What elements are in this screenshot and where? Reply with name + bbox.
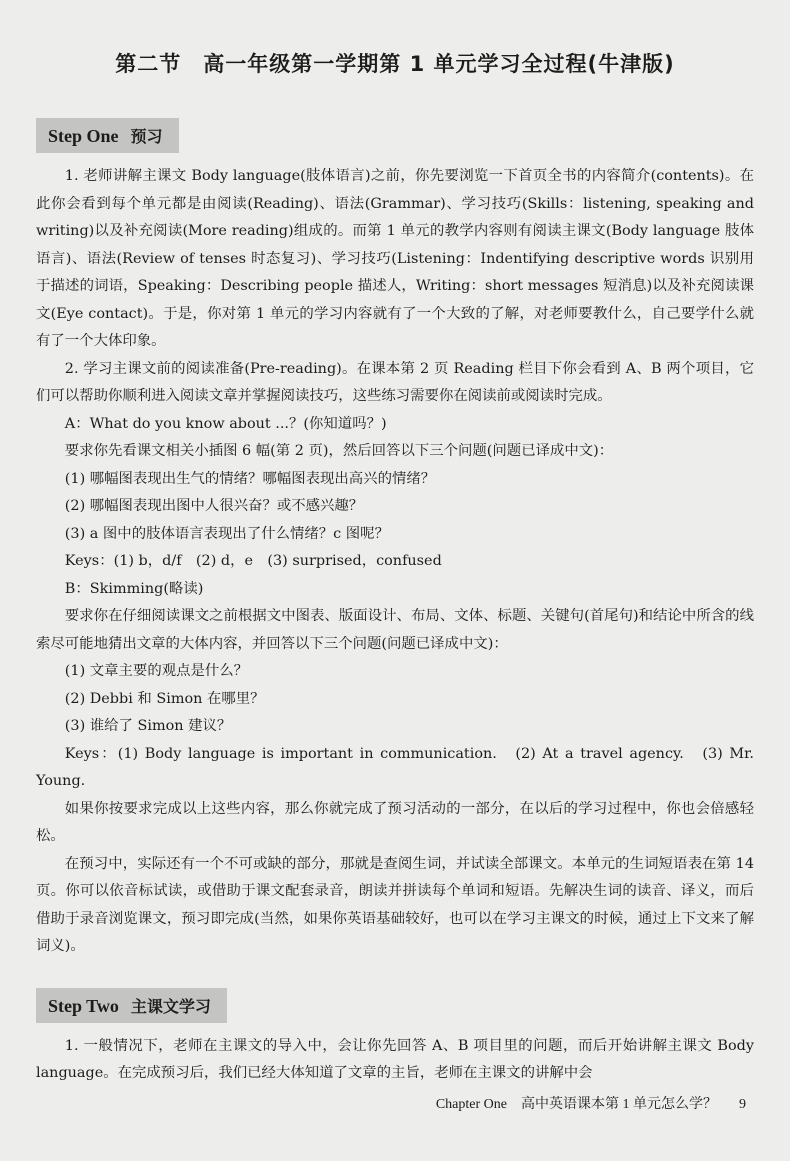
paragraph: 2. 学习主课文前的阅读准备(Pre-reading)。在课本第 2 页 Reading 栏目下你会看到 A、B 两个项目，它们可以帮助你顺利进入阅读文章并掌握阅读技巧，这些练习需要你在阅读前或阅读时完成。 bbox=[36, 360, 754, 404]
paragraph: 要求你先看课文相关小插图 6 幅(第 2 页)，然后回答以下三个问题(问题已译成中文)： bbox=[64, 443, 614, 459]
question-item: (3) a 图中的肢体语言表现出了什么情绪？c 图呢？ bbox=[64, 525, 389, 542]
list-item: B：Skimming(略读) bbox=[64, 580, 204, 597]
page-number: 9 bbox=[739, 1097, 746, 1112]
step-one-header bbox=[36, 118, 179, 153]
paragraph: 要求你在仔细阅读课文之前根据文中图表、版面设计、布局、文体、标题、关键句(首尾句)和结论中所含的线索尽可能地猜出文章的大体内容，并回答以下三个问题(问题已译成中文)： bbox=[36, 608, 754, 652]
page-footer bbox=[436, 1093, 746, 1113]
paragraph: 1. 一般情况下，老师在主课文的导入中，会让你先回答 A、B 项目里的问题，而后开始讲解主课文 Body language。在完成预习后，我们已经大体知道了文章的主旨，老师在主课文的讲解中会 bbox=[36, 1037, 754, 1081]
paragraph: 如果你按要求完成以上这些内容，那么你就完成了预习活动的一部分，在以后的学习过程中，你也会倍感轻松。 bbox=[36, 800, 754, 844]
answer-keys: Keys：(1) b，d/f (2) d，e (3) surprised，confused bbox=[64, 553, 442, 569]
step-two-header bbox=[36, 988, 227, 1023]
step-two-label: Step Two bbox=[48, 995, 119, 1016]
footer-chapter: Chapter One 高中英语课本第 1 单元怎么学？ bbox=[435, 1097, 717, 1112]
answer-keys: Keys：(1) Body language is important in communication. (2) At a travel agency. (3) Mr. Young. bbox=[36, 745, 754, 789]
step-one-label-zh: 预习 bbox=[130, 127, 163, 146]
list-item: A：What do you know about ...？(你知道吗？) bbox=[64, 415, 387, 432]
question-item: (1) 哪幅图表现出生气的情绪？哪幅图表现出高兴的情绪？ bbox=[64, 470, 436, 487]
step-one-label: Step One bbox=[48, 126, 119, 146]
question-item: (3) 谁给了 Simon 建议？ bbox=[64, 718, 232, 734]
question-item: (2) Debbi 和 Simon 在哪里？ bbox=[64, 690, 265, 707]
question-item: (1) 文章主要的观点是什么？ bbox=[64, 663, 249, 679]
page-title: 第二节 高一年级第一学期第 1 单元学习全过程(牛津版) bbox=[115, 52, 675, 76]
question-item: (2) 哪幅图表现出图中人很兴奋？或不感兴趣？ bbox=[64, 498, 364, 514]
step-two-label-zh: 主课文学习 bbox=[130, 996, 211, 1016]
paragraph: 1. 老师讲解主课文 Body language(肢体语言)之前，你先要浏览一下首页全书的内容简介(contents)。在此你会看到每个单元都是由阅读(Reading)、语法(Grammar)、学习技巧(Skills：listening, speaking and writing)以及补充阅读(More reading)组成的。而第 1 单元的教学内容则有阅读主课文(Body language 肢体语言)、语法(Review of tenses 时态复习)、学习技巧(Listening：Indentifying descriptive words 识别用于描述的词语，Speaking：Describing people 描述人，Writing：short messages 短消息)以及补充阅读课文(Eye contact)。于是，你对第 1 单元的学习内容就有了一个大致的了解，对老师要教什么，自己要学什么就有了一个大体印象。 bbox=[36, 168, 754, 349]
paragraph: 在预习中，实际还有一个不可或缺的部分，那就是查阅生词，并试读全部课文。本单元的生词短语表在第 14 页。你可以依音标试读，或借助于课文配套录音，朗读并拼读每个单词和短语。先解决生词的读音、译义，而后借助于录音浏览课文，预习即完成(当然，如果你英语基础较好，也可以在学习主课文的时候，通过上下文来了解词义)。 bbox=[36, 855, 754, 954]
